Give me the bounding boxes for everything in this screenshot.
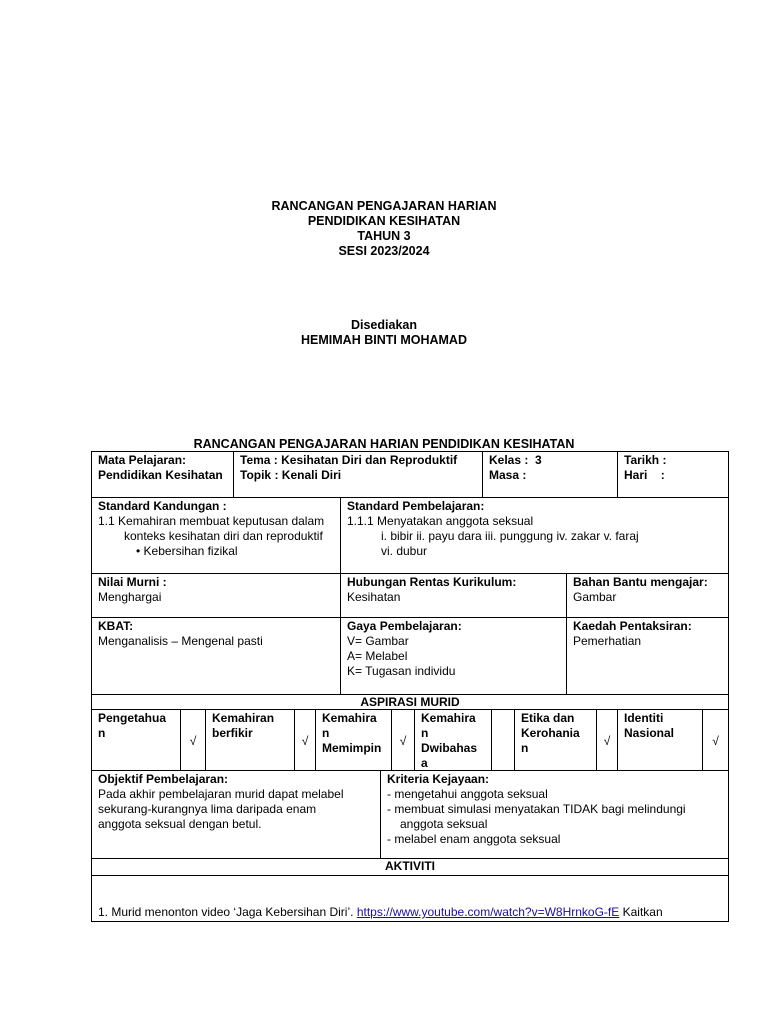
activity-text: 1. Murid menonton video ‘Jaga Kebersihan Diri’.	[98, 905, 354, 919]
theme-label: Tema : Kesihatan Diri dan Reproduktif	[240, 453, 458, 467]
teaching-aids-text: Gambar	[573, 590, 617, 604]
criteria-line: - membuat simulasi menyatakan TIDAK bagi melindungi	[387, 802, 686, 816]
content-standard-bullet: • Kebersihan fizikal	[136, 544, 238, 558]
activity-line	[98, 905, 663, 920]
aspiration-check: √	[391, 709, 415, 771]
aspiration-label: Kemahira n Memimpin	[315, 709, 392, 771]
aspiration-label: Kemahiran berfikir	[205, 709, 295, 771]
learning-style-line: V= Gambar	[347, 634, 409, 648]
activity-cell	[91, 875, 729, 922]
objectives-line: Pada akhir pembelajaran murid dapat melabel	[98, 787, 344, 801]
subject-cell	[91, 451, 234, 498]
date-cell	[617, 451, 729, 498]
learning-standard-label: Standard Pembelajaran:	[347, 499, 485, 513]
kbat-text: Menganalisis – Mengenal pasti	[98, 634, 263, 648]
activity-text-suffix: Kaitkan	[622, 905, 663, 919]
values-cell	[91, 573, 341, 618]
cross-curriculum-cell	[340, 573, 567, 618]
learning-standard-text: 1.1.1 Menyatakan anggota seksual	[347, 514, 534, 528]
objectives-cell	[91, 770, 381, 859]
theme-cell	[233, 451, 483, 498]
criteria-line: - melabel enam anggota seksual	[387, 832, 561, 846]
class-value: 3	[535, 453, 542, 467]
assessment-label: Kaedah Pentaksiran:	[573, 619, 692, 633]
activity-video-link[interactable]: https://www.youtube.com/watch?v=W8HrnkoG-fE	[356, 905, 620, 919]
cross-curriculum-label: Hubungan Rentas Kurikulum:	[347, 575, 517, 589]
aspiration-check: √	[596, 709, 618, 771]
cover-prepared	[0, 318, 768, 348]
aspiration-check: √	[180, 709, 206, 771]
subject-value: Pendidikan Kesihatan	[98, 468, 223, 482]
criteria-label: Kriteria Kejayaan:	[387, 772, 490, 786]
learning-style-cell	[340, 617, 567, 695]
bullet-text: Kebersihan fizikal	[143, 544, 238, 558]
cover-title-line: RANCANGAN PENGAJARAN HARIAN	[271, 199, 497, 213]
criteria-line: anggota seksual	[400, 817, 488, 831]
assessment-text: Pemerhatian	[573, 634, 642, 648]
class-cell	[482, 451, 618, 498]
cross-curriculum-text: Kesihatan	[347, 590, 401, 604]
aspiration-check	[491, 709, 515, 771]
content-standard-line: 1.1 Kemahiran membuat keputusan dalam	[98, 514, 325, 528]
aspirations-header: ASPIRASI MURID	[91, 694, 729, 710]
activity-header: AKTIVITI	[91, 858, 729, 876]
values-text: Menghargai	[98, 590, 162, 604]
content-standard-cell	[91, 497, 341, 574]
date-label: Tarikh :	[624, 453, 667, 467]
kbat-cell	[91, 617, 341, 695]
cover-title-line: SESI 2023/2024	[338, 244, 430, 258]
content-standard-line: konteks kesihatan diri dan reproduktif	[124, 529, 323, 543]
cover-title	[0, 199, 768, 259]
aspiration-label: Identiti Nasional	[617, 709, 703, 771]
topic-label: Topik : Kenali Diri	[240, 468, 342, 482]
prepared-by: HEMIMAH BINTI MOHAMAD	[301, 333, 467, 347]
objectives-label: Objektif Pembelajaran:	[98, 772, 229, 786]
cover-title-line: TAHUN 3	[357, 229, 411, 243]
learning-standard-items: vi. dubur	[381, 544, 428, 558]
aspiration-label: Pengetahua n	[91, 709, 181, 771]
content-standard-label: Standard Kandungan :	[98, 499, 227, 513]
subject-label: Mata Pelajaran:	[98, 453, 187, 467]
aspiration-check: √	[294, 709, 316, 771]
learning-style-label: Gaya Pembelajaran:	[347, 619, 462, 633]
values-label: Nilai Murni :	[98, 575, 167, 589]
criteria-cell	[380, 770, 729, 859]
teaching-aids-cell	[566, 573, 729, 618]
aspiration-label: Etika dan Kerohania n	[514, 709, 597, 771]
teaching-aids-label: Bahan Bantu mengajar:	[573, 575, 708, 589]
kbat-label: KBAT:	[98, 619, 134, 633]
day-label: Hari	[624, 468, 648, 482]
criteria-line: - mengetahui anggota seksual	[387, 787, 548, 801]
learning-standard-cell	[340, 497, 729, 574]
day-colon: :	[660, 468, 665, 482]
form-title: RANCANGAN PENGAJARAN HARIAN PENDIDIKAN KESIHATAN	[193, 437, 575, 451]
prepared-label: Disediakan	[350, 318, 417, 332]
learning-style-line: A= Melabel	[347, 649, 408, 663]
cover-title-line: PENDIDIKAN KESIHATAN	[307, 214, 461, 228]
objectives-line: sekurang-kurangnya lima daripada enam	[98, 802, 317, 816]
aspiration-label: Kemahira n Dwibahas a	[414, 709, 492, 771]
learning-style-line: K= Tugasan individu	[347, 664, 456, 678]
aspiration-check: √	[702, 709, 729, 771]
learning-standard-items: i. bibir ii. payu dara iii. punggung iv. zakar v. faraj	[381, 529, 639, 543]
class-label: Kelas :	[489, 453, 529, 467]
assessment-cell	[566, 617, 729, 695]
time-label: Masa :	[489, 468, 527, 482]
objectives-line: anggota seksual dengan betul.	[98, 817, 262, 831]
